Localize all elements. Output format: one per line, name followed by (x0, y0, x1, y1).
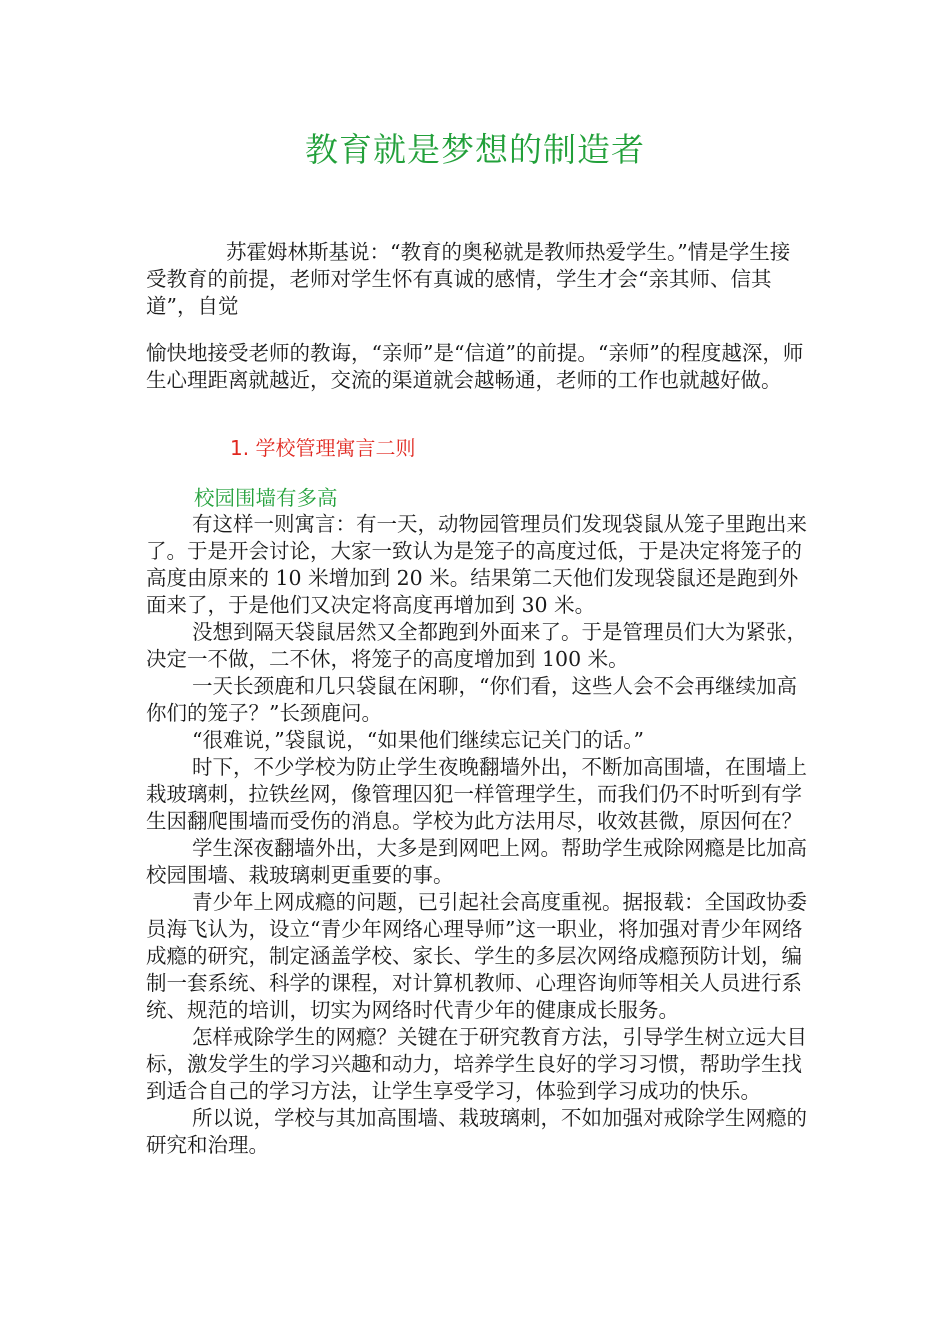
story-paragraph-2: 没想到隔天袋鼠居然又全都跑到外面来了。于是管理员们大为紧张，决定一不做，二不休，将笼子的高度增加到 100 米。 (146, 620, 807, 671)
sub-heading: 校园围墙有多高 (194, 486, 338, 510)
story-paragraph-6: 学生深夜翻墙外出，大多是到网吧上网。帮助学生戒除网瘾是比加高校园围墙、栽玻璃刺更重要的事。 (146, 836, 807, 887)
story-paragraph-9: 所以说，学校与其加高围墙、栽玻璃刺，不如加强对戒除学生网瘾的研究和治理。 (146, 1106, 807, 1157)
intro-paragraph-2: 愉快地接受老师的教诲，“亲师”是“信道”的前提。“亲师”的程度越深，师生心理距离就越近，交流的渠道就会越畅通，老师的工作也就越好做。 (146, 341, 804, 392)
story-paragraph-7: 青少年上网成瘾的问题，已引起社会高度重视。据报载：全国政协委员海飞认为，设立“青少年网络心理导师”这一职业，将加强对青少年网络成瘾的研究，制定涵盖学校、家长、学生的多层次网络成瘾预防计划，编制一套系统、科学的课程，对计算机教师、心理咨询师等相关人员进行系统、规范的培训，切实为网络时代青少年的健康成长服务。 (146, 890, 807, 1022)
section-heading: 1. 学校管理寓言二则 (230, 436, 416, 460)
document-title: 教育就是梦想的制造者 (305, 130, 645, 169)
intro-paragraph-1: 苏霍姆林斯基说：“教育的奥秘就是教师热爱学生。”情是学生接受教育的前提，老师对学生怀有真诚的感情，学生才会“亲其师、信其道”，自觉 (146, 240, 791, 318)
story-body (146, 511, 810, 1159)
story-paragraph-4: “很难说，”袋鼠说，“如果他们继续忘记关门的话。” (192, 728, 644, 752)
story-paragraph-5: 时下，不少学校为防止学生夜晚翻墙外出，不断加高围墙，在围墙上栽玻璃刺，拉铁丝网，像管理囚犯一样管理学生，而我们仍不时听到有学生因翻爬围墙而受伤的消息。学校为此方法用尽，收效甚微，原因何在？ (146, 755, 807, 833)
story-paragraph-3: 一天长颈鹿和几只袋鼠在闲聊，“你们看，这些人会不会再继续加高你们的笼子？”长颈鹿问。 (146, 674, 797, 725)
story-paragraph-1: 有这样一则寓言：有一天，动物园管理员们发现袋鼠从笼子里跑出来了。于是开会讨论，大家一致认为是笼子的高度过低，于是决定将笼子的高度由原来的 10 米增加到 20 米。结果第二天他们发现袋鼠还是跑到外面来了，于是他们又决定将高度再增加到 30 米。 (146, 512, 807, 617)
story-paragraph-8: 怎样戒除学生的网瘾？关键在于研究教育方法，引导学生树立远大目标，激发学生的学习兴趣和动力，培养学生良好的学习习惯，帮助学生找到适合自己的学习方法，让学生享受学习，体验到学习成功的快乐。 (146, 1025, 807, 1103)
